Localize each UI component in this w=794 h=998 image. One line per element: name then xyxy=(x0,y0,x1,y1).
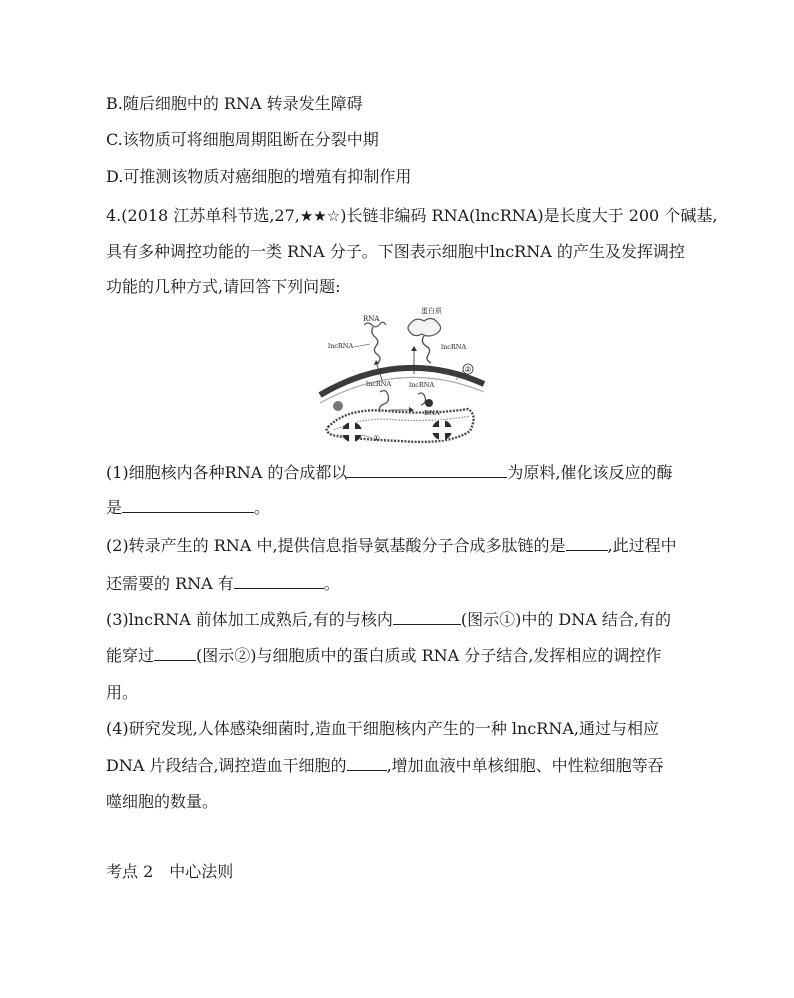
q3-line3: 用。 xyxy=(106,683,139,702)
q4-text-c: ,增加血液中单核细胞、中性粒细胞等吞 xyxy=(386,756,664,775)
q4-text-b: DNA 片段结合,调控造血干细胞的 xyxy=(106,756,347,775)
label-protein: 蛋白质 xyxy=(421,307,442,315)
nucleosome-right xyxy=(432,420,452,440)
q2-blank-other-rna[interactable] xyxy=(234,573,324,589)
q1-text-b: 为原料,催化该反应的酶 xyxy=(507,463,673,482)
q2-text-b: ,此过程中 xyxy=(607,536,677,555)
q4-line3: 噬细胞的数量。 xyxy=(106,792,219,811)
lncrna-right-coil xyxy=(422,336,431,363)
q2-line2 xyxy=(106,573,340,594)
q3-text-b: (图示①)中的 DNA 结合,有的 xyxy=(460,610,671,629)
mark-1-label: ① xyxy=(373,434,381,443)
lncrna-left-coil xyxy=(372,327,380,363)
question-4-stem-line1 xyxy=(106,206,717,226)
q1-blank-enzyme[interactable] xyxy=(122,497,254,513)
q3-blank-chromatin[interactable] xyxy=(393,609,461,625)
q4-blank-differentiation[interactable] xyxy=(347,755,387,771)
nucleosome-left xyxy=(342,422,362,442)
q4-line2 xyxy=(106,755,664,776)
nucleosome-small-right xyxy=(425,399,433,407)
q1-blank-raw-material[interactable] xyxy=(347,462,507,478)
q3-text-c: 能穿过 xyxy=(106,646,155,665)
label-dna: DNA xyxy=(424,409,440,417)
q1-text-a: (1)细胞核内各种RNA 的合成都以 xyxy=(106,463,348,482)
label-lncrna-mid-right: lncRNA xyxy=(409,381,435,389)
option-b: B.随后细胞中的 RNA 转录发生障碍 xyxy=(106,94,363,113)
q1-text-c: 是 xyxy=(106,498,123,517)
section-heading: 考点 2 中心法则 xyxy=(106,862,234,881)
lncrna-cell-diagram xyxy=(318,302,486,452)
q1-line1 xyxy=(106,462,672,483)
stem-prefix: 4.(2018 江苏单科节选,27, xyxy=(106,206,300,225)
q3-text-a: (3)lncRNA 前体加工成熟后,有的与核内 xyxy=(106,610,393,629)
label-lncrna-left: lncRNA xyxy=(328,342,354,350)
q3-line2 xyxy=(106,645,661,666)
lncrna-mid-coil xyxy=(380,391,389,412)
nucleosome-small-left xyxy=(333,401,343,411)
difficulty-stars: ★★☆ xyxy=(299,207,341,225)
q2-text-d: 。 xyxy=(323,574,340,593)
stem-suffix: )长链非编码 RNA(lncRNA)是长度大于 200 个碱基, xyxy=(340,206,718,225)
option-c: C.该物质可将细胞周期阻断在分裂中期 xyxy=(106,130,379,149)
question-4-stem-line3: 功能的几种方式,请回答下列问题: xyxy=(106,277,341,296)
q3-blank-nuclear-pore[interactable] xyxy=(154,645,196,661)
label-lncrna-mid-left: lncRNA xyxy=(366,380,392,388)
lncrna-dna-coil xyxy=(418,393,426,405)
q2-text-a: (2)转录产生的 RNA 中,提供信息指导氨基酸分子合成多肽链的是 xyxy=(106,536,566,555)
q1-text-d: 。 xyxy=(254,498,271,517)
question-4-stem-line2: 具有多种调控功能的一类 RNA 分子。下图表示细胞中lncRNA 的产生及发挥调控 xyxy=(106,242,685,261)
q4-line1: (4)研究发现,人体感染细菌时,造血干细胞核内产生的一种 lncRNA,通过与相应 xyxy=(106,719,659,738)
q1-line2 xyxy=(106,497,270,518)
q2-blank-mrna[interactable] xyxy=(566,535,608,551)
label-rna: RNA xyxy=(363,315,380,323)
q2-text-c: 还需要的 RNA 有 xyxy=(106,574,234,593)
label-lncrna-right: lncRNA xyxy=(441,343,467,351)
option-d: D.可推测该物质对癌细胞的增殖有抑制作用 xyxy=(106,167,412,186)
protein-shape xyxy=(408,318,441,336)
q3-line1 xyxy=(106,609,671,630)
mark-2-label: ② xyxy=(464,365,472,374)
q2-line1 xyxy=(106,535,677,556)
q3-text-d: (图示②)与细胞质中的蛋白质或 RNA 分子结合,发挥相应的调控作 xyxy=(196,646,662,665)
